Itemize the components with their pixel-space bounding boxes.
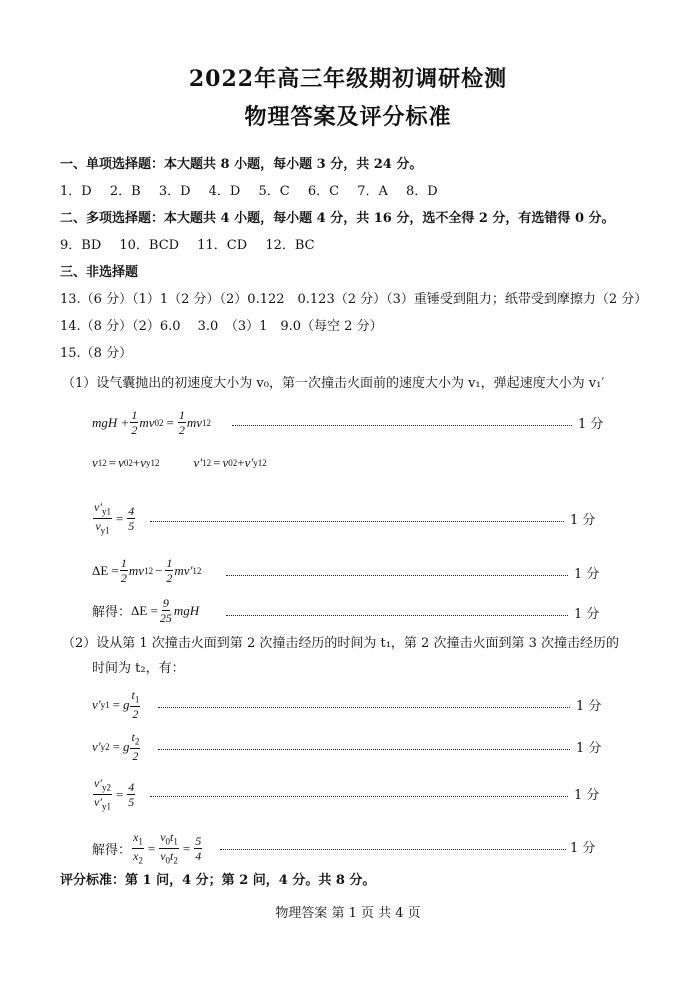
answer-10: 10．BCD (119, 238, 180, 253)
score-label: 1 分 (578, 417, 604, 432)
answer-8: 8．D (406, 184, 438, 199)
score-label: 1 分 (576, 699, 602, 714)
equation-energy-loss: ΔE = $\frac{1}{2}$ mv 1 2 − $\frac{1}{2}$ mv′ 1 2 (92, 556, 202, 585)
equation-solution-1: 解得： ΔE = $\frac{9}{25}$ mgH (92, 596, 200, 625)
answer-1: 1．D (60, 184, 92, 199)
question-15: 15.（8 分） (60, 346, 133, 361)
leader-dots (158, 706, 570, 708)
answer-2: 2．B (109, 184, 141, 199)
equation-vy2: v′ y2 = g $\frac{t_2}{2}$ (92, 730, 140, 764)
grading-criteria: 评分标准：第 1 问，4 分；第 2 问，4 分。共 8 分。 (60, 873, 376, 888)
leader-dots (226, 614, 568, 616)
page-title: 2022年高三年级期初调研检测 (188, 66, 508, 92)
answer-9: 9．BD (60, 238, 102, 253)
answer-3: 3．D (158, 184, 191, 199)
section1-answers (60, 183, 438, 201)
page-footer: 物理答案 第 1 页 共 4 页 (275, 906, 421, 921)
leader-dots (150, 795, 568, 797)
score-label: 1 分 (574, 607, 600, 622)
answer-6: 6．C (307, 184, 340, 199)
score-label: 1 分 (570, 513, 596, 528)
section2-answers (60, 237, 315, 255)
answer-12: 12．BC (265, 238, 315, 253)
equation-energy: mgH + $\frac{1}{2}$ mv 0 2 = $\frac{1}{2}$ mv 1 2 (92, 408, 211, 437)
score-label: 1 分 (574, 788, 600, 803)
leader-dots (232, 424, 572, 426)
equation-solution-2: 解得： $\frac{x_1}{x_2}$ = $\frac{v_0t_1}{v_0t_2}$ = $\frac{5}{4}$ (92, 830, 202, 866)
answer-11: 11．CD (197, 238, 248, 253)
equation-ratio-2: $\frac{v'_{y2}}{v'_{y1}}$ = $\frac{4}{5}$ (94, 776, 135, 812)
leader-dots (220, 848, 566, 850)
answer-4: 4．D (208, 184, 241, 199)
question-13: 13.（6 分）（1）1（2 分）（2）0.122 0.123（2 分）（3）重锤受到阻力；纸带受到摩擦力（2 分） (60, 292, 648, 307)
equation-ratio-1: $\frac{v'_{y1}}{v_{y1}}$ = $\frac{4}{5}$ (94, 500, 135, 536)
answer-5: 5．C (258, 184, 290, 199)
leader-dots (158, 748, 570, 750)
leader-dots (150, 520, 564, 522)
part2-intro-cont: 时间为 t₂，有： (92, 661, 185, 676)
score-label: 1 分 (574, 567, 600, 582)
answer-7: 7．A (357, 184, 388, 199)
part1-intro: （1）设气囊抛出的初速度大小为 v₀，第一次撞击火面前的速度大小为 v₁，弹起速度大小为 v₁′ (62, 376, 605, 391)
section3-heading: 三、非选择题 (60, 265, 139, 280)
equation-vy1: v′ y1 = g $\frac{t_1}{2}$ (92, 688, 140, 722)
leader-dots (226, 574, 568, 576)
score-label: 1 分 (576, 741, 602, 756)
page-subtitle: 物理答案及评分标准 (244, 104, 452, 130)
score-label: 1 分 (570, 841, 596, 856)
part2-intro: （2）设从第 1 次撞击火面到第 2 次撞击经历的时间为 t₁，第 2 次撞击火面到第 3 次撞击经历的 (62, 636, 619, 651)
section2-heading: 二、多项选择题：本大题共 4 小题，每小题 4 分，共 16 分，选不全得 2 分，有选错得 0 分。 (60, 211, 615, 226)
question-14: 14.（8 分）（2）6.0 3.0 （3）1 9.0（每空 2 分） (60, 319, 383, 334)
section1-heading: 一、单项选择题：本大题共 8 小题，每小题 3 分，共 24 分。 (60, 157, 423, 172)
equation-velocity-components: v 1 2 = v 0 2 + v y1 2 v′ 1 2 = v 0 2 + v′ y1 2 (92, 455, 267, 470)
